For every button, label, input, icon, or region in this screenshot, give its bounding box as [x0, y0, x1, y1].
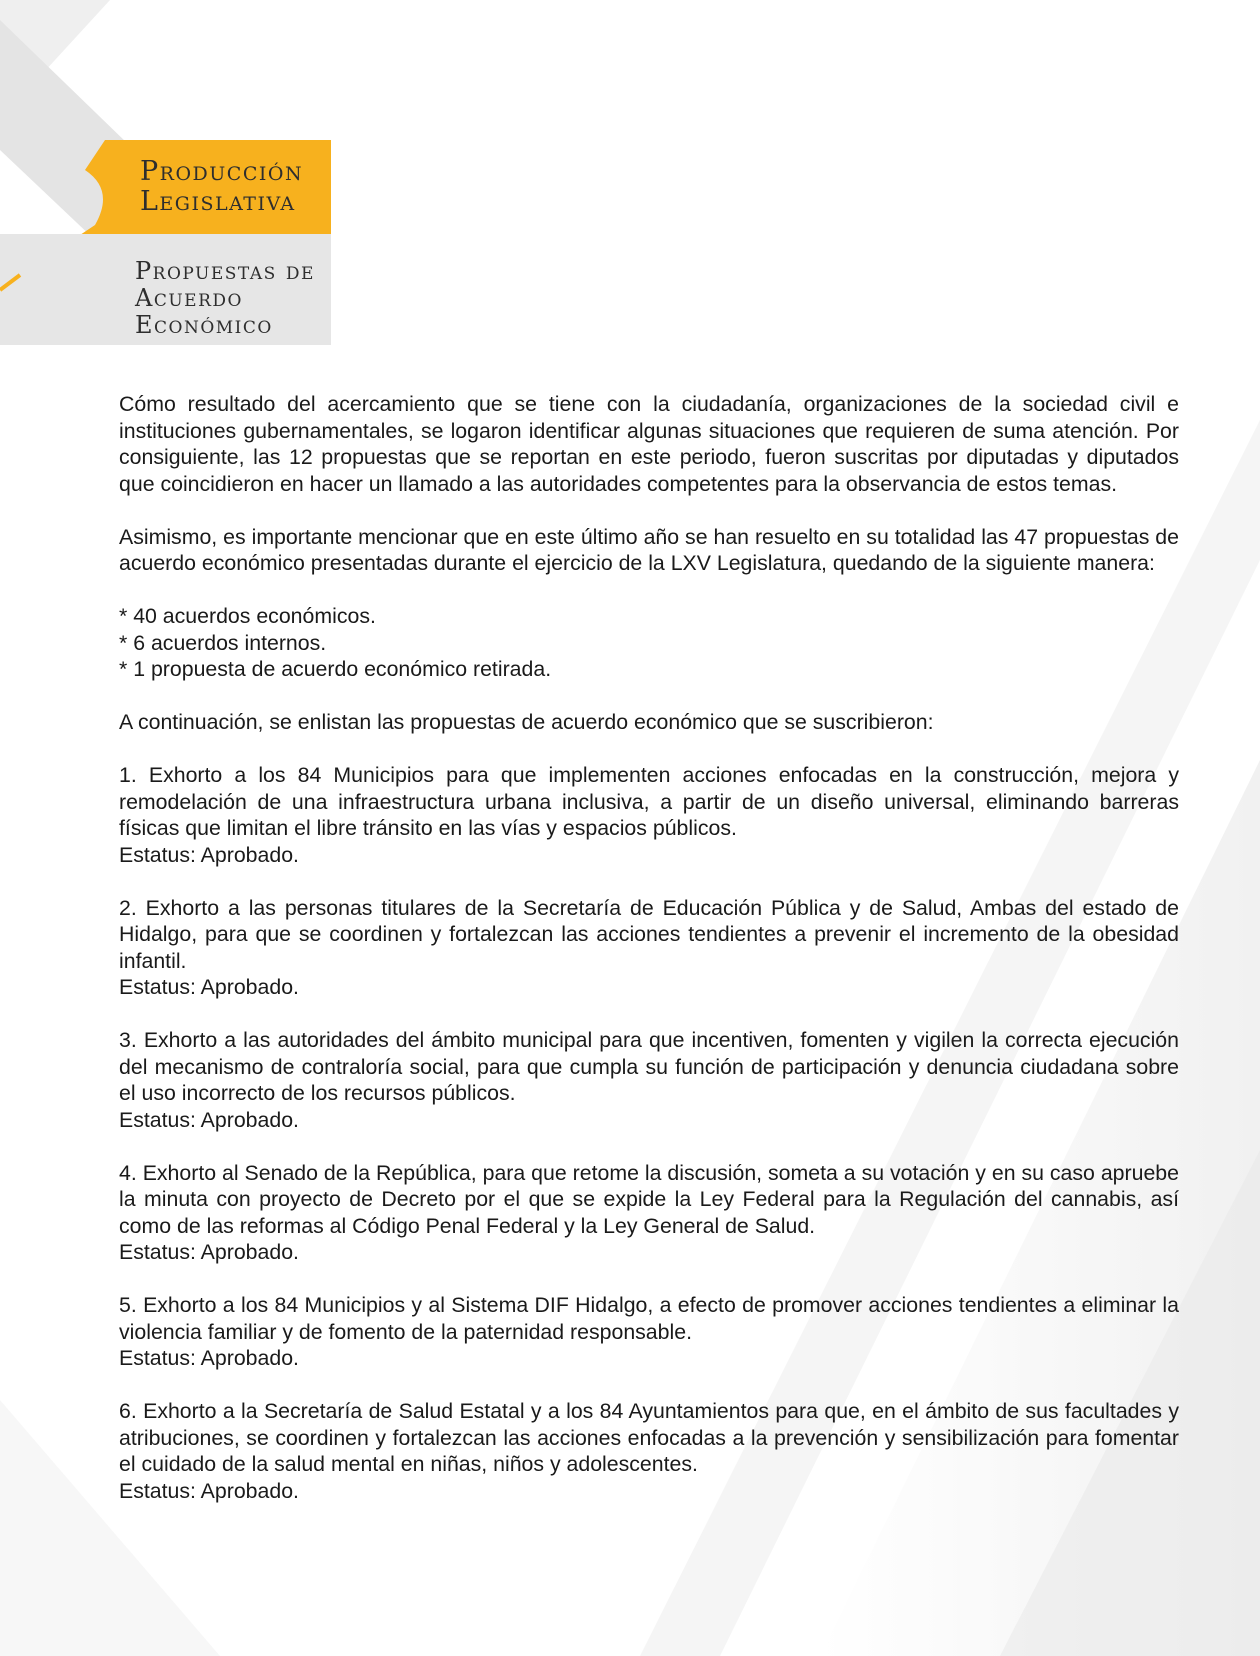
proposal-text: 6. Exhorto a la Secretaría de Salud Estatal y a los 84 Ayuntamientos para que, en el ámbito de sus facultades y atribuciones, se coordinen y fortalezcan las acciones enfocadas a la prevención y sensibilización para fomentar el cuidado de la salud mental en niñas, niños y adolescentes.: [119, 1399, 1179, 1476]
section-header: [0, 0, 340, 345]
proposal-text: 4. Exhorto al Senado de la República, para que retome la discusión, someta a su votación y en su caso apruebe la minuta con proyecto de Decreto por el que se expide la Ley Federal para la Regulación del cannabis, así como de las reformas al Código Penal Federal y la Ley General de Salud.: [119, 1160, 1179, 1238]
proposal-text: 1. Exhorto a los 84 Municipios para que implementen acciones enfocadas en la construcción, mejora y remodelación de una infraestructura urbana inclusiva, a partir de un diseño universal, eliminando barreras físicas que limitan el libre tránsito en las vías y espacios públicos.: [119, 763, 1179, 840]
proposal-status: Estatus: Aprobado.: [119, 1346, 299, 1370]
section-title-line-1: Producción: [140, 156, 304, 187]
summary-list: [119, 603, 1179, 683]
section-title-line-2: Legislativa: [140, 186, 296, 217]
proposal-item: [119, 1292, 1179, 1372]
proposal-item: [119, 1398, 1179, 1504]
subsection-title-line-3: Económico: [135, 311, 273, 339]
subsection-title: [135, 258, 315, 339]
intro-paragraph-1: Cómo resultado del acercamiento que se tiene con la ciudadanía, organizaciones de la sociedad civil e instituciones gubernamentales, se logaron identificar algunas situaciones que requieren de suma atención. Por consiguiente, las 12 propuestas que se reportan en este periodo, fueron suscritas por diputadas y diputados que coincidieron en hacer un llamado a las autoridades competentes para la observancia de estos temas.: [119, 392, 1179, 496]
section-title: [140, 157, 303, 217]
summary-item: * 40 acuerdos económicos.: [119, 604, 376, 628]
list-intro: A continuación, se enlistan las propuestas de acuerdo económico que se suscribieron:: [119, 710, 934, 734]
summary-item: * 6 acuerdos internos.: [119, 630, 327, 655]
proposal-item: [119, 1160, 1179, 1266]
subsection-title-line-1: Propuestas de: [135, 257, 315, 285]
summary-item: * 1 propuesta de acuerdo económico retirada.: [119, 657, 552, 681]
proposal-status: Estatus: Aprobado.: [119, 1107, 299, 1132]
proposal-status: Estatus: Aprobado.: [119, 975, 299, 999]
proposal-text: 2. Exhorto a las personas titulares de la Secretaría de Educación Pública y de Salud, Ambas del estado de Hidalgo, para que se coordinen y fortalezcan las acciones tendientes a prevenir el incremento de la obesidad infantil.: [119, 895, 1179, 973]
proposal-item: [119, 1027, 1179, 1133]
proposal-status: Estatus: Aprobado.: [119, 1478, 299, 1503]
proposal-status: Estatus: Aprobado.: [119, 842, 299, 867]
proposal-item: [119, 895, 1179, 1001]
proposal-text: 5. Exhorto a los 84 Municipios y al Sistema DIF Hidalgo, a efecto de promover acciones tendientes a eliminar la violencia familiar y de fomento de la paternidad responsable.: [119, 1293, 1179, 1344]
subsection-title-line-2: Acuerdo: [135, 284, 243, 312]
document-body: [119, 391, 1179, 1504]
proposal-status: Estatus: Aprobado.: [119, 1240, 299, 1264]
proposal-text: 3. Exhorto a las autoridades del ámbito municipal para que incentiven, fomenten y vigilen la correcta ejecución del mecanismo de contraloría social, para que cumpla su función de participación y denuncia ciudadana sobre el uso incorrecto de los recursos públicos.: [119, 1028, 1179, 1105]
intro-paragraph-2: Asimismo, es importante mencionar que en este último año se han resuelto en su totalidad las 47 propuestas de acuerdo económico presentadas durante el ejercicio de la LXV Legislatura, quedando de la siguiente manera:: [119, 524, 1179, 575]
proposal-item: [119, 762, 1179, 868]
